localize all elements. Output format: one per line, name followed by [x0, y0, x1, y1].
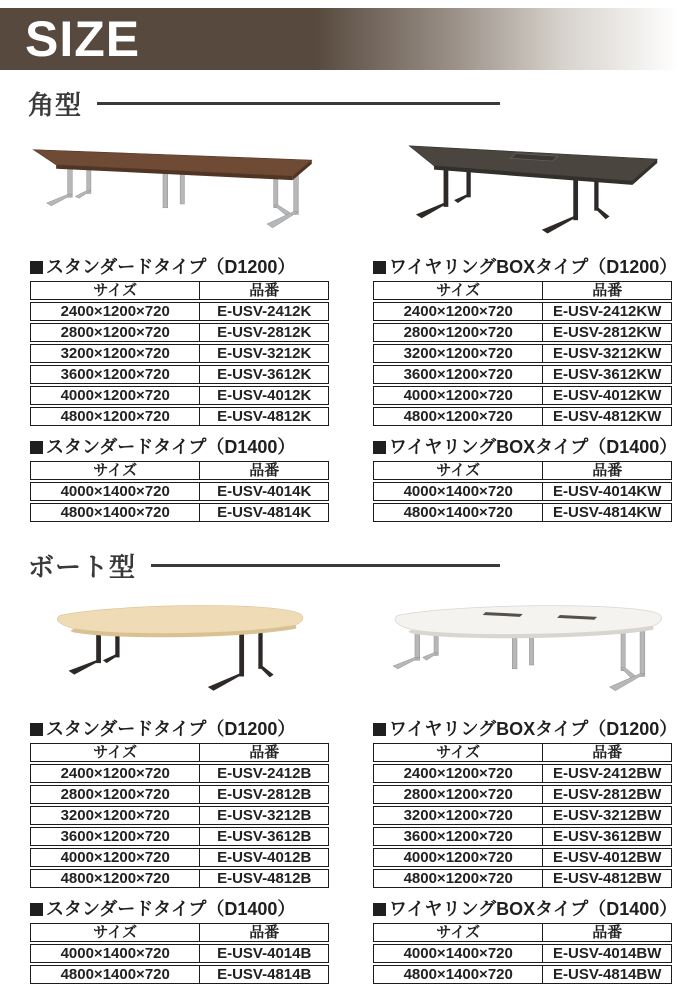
size-cell: 4800×1400×720 [373, 965, 543, 984]
size-code-table [373, 741, 672, 890]
code-cell: E-USV-2412BW [543, 764, 672, 783]
size-code-table [30, 741, 329, 890]
size-cell: 4800×1400×720 [30, 503, 200, 522]
col-header-code: 品番 [543, 461, 672, 480]
boat-images-row [0, 580, 700, 710]
size-cell: 2800×1200×720 [373, 785, 543, 804]
spec-row [30, 503, 329, 522]
square-bullet-icon [373, 441, 386, 454]
size-code-table [30, 921, 329, 986]
spec-row [30, 302, 329, 321]
spec-row [373, 344, 672, 363]
spec-row [373, 827, 672, 846]
spec-table-title [373, 718, 678, 740]
size-code-table [373, 459, 672, 524]
table-header-row [373, 923, 672, 942]
spec-row [30, 848, 329, 867]
spec-table-kaku-standard-d1200 [30, 256, 329, 428]
spec-row [373, 965, 672, 984]
col-header-code: 品番 [200, 281, 329, 300]
spec-table-kaku-wiring-d1400 [373, 436, 678, 524]
code-cell: E-USV-3212K [200, 344, 329, 363]
size-cell: 2800×1200×720 [30, 785, 200, 804]
spec-table-boat-standard-d1200 [30, 718, 329, 890]
spec-row [373, 806, 672, 825]
spec-row [30, 764, 329, 783]
col-header-size: サイズ [373, 743, 543, 762]
code-cell: E-USV-4812B [200, 869, 329, 888]
boat-tables-grid [0, 710, 700, 986]
code-cell: E-USV-4014KW [543, 482, 672, 501]
section-heading-boat [28, 550, 672, 580]
col-header-code: 品番 [543, 923, 672, 942]
spec-table-title-text: ワイヤリングBOXタイプ（D1400） [389, 899, 678, 919]
spec-row [373, 482, 672, 501]
spec-row [373, 323, 672, 342]
col-header-code: 品番 [543, 743, 672, 762]
code-cell: E-USV-2812KW [543, 323, 672, 342]
code-cell: E-USV-4814K [200, 503, 329, 522]
code-cell: E-USV-3612KW [543, 365, 672, 384]
code-cell: E-USV-4812K [200, 407, 329, 426]
size-cell: 2800×1200×720 [373, 323, 543, 342]
size-cell: 3600×1200×720 [30, 827, 200, 846]
spec-table-title-text: スタンダードタイプ（D1200） [46, 257, 296, 277]
spec-row [373, 302, 672, 321]
col-header-code: 品番 [200, 743, 329, 762]
code-cell: E-USV-3612BW [543, 827, 672, 846]
code-cell: E-USV-4012KW [543, 386, 672, 405]
spec-row [373, 503, 672, 522]
table-header-row [373, 281, 672, 300]
code-cell: E-USV-4814BW [543, 965, 672, 984]
size-code-table [30, 459, 329, 524]
table-header-row [30, 923, 329, 942]
spec-row [373, 386, 672, 405]
size-cell: 4000×1400×720 [373, 944, 543, 963]
size-code-table [373, 279, 672, 428]
table-header-row [30, 743, 329, 762]
col-header-size: サイズ [30, 281, 200, 300]
square-bullet-icon [30, 903, 43, 916]
spec-table-title [373, 256, 678, 278]
size-cell: 2400×1200×720 [373, 302, 543, 321]
code-cell: E-USV-4012K [200, 386, 329, 405]
size-cell: 4000×1400×720 [373, 482, 543, 501]
spec-table-kaku-wiring-d1200 [373, 256, 678, 428]
code-cell: E-USV-2812BW [543, 785, 672, 804]
spec-row [30, 386, 329, 405]
section-heading-text: ボート型 [28, 551, 137, 582]
size-cell: 3200×1200×720 [373, 806, 543, 825]
code-cell: E-USV-3212BW [543, 806, 672, 825]
spec-table-boat-wiring-d1200 [373, 718, 678, 890]
heading-rule [151, 564, 500, 567]
spec-table-title [373, 436, 678, 458]
col-header-code: 品番 [543, 281, 672, 300]
kaku-images-row [0, 118, 700, 248]
col-header-code: 品番 [200, 461, 329, 480]
size-cell: 4000×1200×720 [30, 386, 200, 405]
size-cell: 4000×1200×720 [30, 848, 200, 867]
size-cell: 2400×1200×720 [373, 764, 543, 783]
code-cell: E-USV-4812KW [543, 407, 672, 426]
spec-row [373, 785, 672, 804]
spec-row [373, 407, 672, 426]
square-bullet-icon [30, 261, 43, 274]
size-cell: 2800×1200×720 [30, 323, 200, 342]
section-heading-text: 角型 [28, 89, 83, 120]
spec-table-title-text: ワイヤリングBOXタイプ（D1200） [389, 719, 678, 739]
spec-row [373, 365, 672, 384]
spec-row [373, 944, 672, 963]
code-cell: E-USV-3612B [200, 827, 329, 846]
square-bullet-icon [373, 261, 386, 274]
kaku-tables-grid [0, 248, 700, 524]
table-header-row [30, 281, 329, 300]
size-cell: 4800×1200×720 [373, 407, 543, 426]
size-code-table [373, 921, 672, 986]
size-cell: 4800×1200×720 [30, 407, 200, 426]
col-header-size: サイズ [30, 461, 200, 480]
spec-row [30, 482, 329, 501]
size-cell: 4000×1400×720 [30, 944, 200, 963]
code-cell: E-USV-4812BW [543, 869, 672, 888]
spec-table-title [30, 256, 329, 278]
spec-table-title-text: ワイヤリングBOXタイプ（D1400） [389, 437, 678, 457]
spec-table-title-text: スタンダードタイプ（D1400） [46, 437, 296, 457]
code-cell: E-USV-4814KW [543, 503, 672, 522]
size-cell: 4800×1400×720 [30, 965, 200, 984]
square-bullet-icon [30, 441, 43, 454]
spec-row [30, 344, 329, 363]
code-cell: E-USV-2812B [200, 785, 329, 804]
code-cell: E-USV-2412B [200, 764, 329, 783]
spec-table-title-text: スタンダードタイプ（D1200） [46, 719, 296, 739]
code-cell: E-USV-3612K [200, 365, 329, 384]
code-cell: E-USV-4014BW [543, 944, 672, 963]
spec-row [30, 323, 329, 342]
spec-table-boat-standard-d1400 [30, 898, 329, 986]
size-cell: 4000×1200×720 [373, 848, 543, 867]
code-cell: E-USV-3212B [200, 806, 329, 825]
spec-table-kaku-standard-d1400 [30, 436, 329, 524]
spec-row [373, 848, 672, 867]
size-cell: 4800×1200×720 [373, 869, 543, 888]
size-cell: 3200×1200×720 [30, 806, 200, 825]
code-cell: E-USV-2412KW [543, 302, 672, 321]
table-header-row [373, 461, 672, 480]
size-cell: 4000×1200×720 [373, 386, 543, 405]
spec-row [30, 965, 329, 984]
code-cell: E-USV-2812K [200, 323, 329, 342]
section-heading-kaku [28, 88, 672, 118]
square-bullet-icon [30, 723, 43, 736]
heading-rule [97, 102, 500, 105]
col-header-size: サイズ [373, 281, 543, 300]
square-bullet-icon [373, 723, 386, 736]
col-header-size: サイズ [373, 923, 543, 942]
size-code-table [30, 279, 329, 428]
size-cell: 4800×1400×720 [373, 503, 543, 522]
product-image-rect-standard-table [15, 121, 330, 245]
code-cell: E-USV-4012BW [543, 848, 672, 867]
spec-table-title [30, 898, 329, 920]
spec-table-title [30, 436, 329, 458]
spec-table-title-text: スタンダードタイプ（D1400） [46, 899, 296, 919]
page-title: SIZE [25, 11, 141, 67]
size-cell: 2400×1200×720 [30, 302, 200, 321]
code-cell: E-USV-4012B [200, 848, 329, 867]
table-top [33, 150, 312, 181]
col-header-code: 品番 [200, 923, 329, 942]
code-cell: E-USV-2412K [200, 302, 329, 321]
spec-table-title [30, 718, 329, 740]
size-cell: 3600×1200×720 [30, 365, 200, 384]
size-cell: 3600×1200×720 [373, 827, 543, 846]
size-cell: 3200×1200×720 [30, 344, 200, 363]
size-cell: 3200×1200×720 [373, 344, 543, 363]
size-cell: 3600×1200×720 [373, 365, 543, 384]
size-cell: 2400×1200×720 [30, 764, 200, 783]
spec-row [30, 944, 329, 963]
spec-row [30, 869, 329, 888]
col-header-size: サイズ [30, 743, 200, 762]
spec-row [373, 764, 672, 783]
size-cell: 4800×1200×720 [30, 869, 200, 888]
spec-row [30, 806, 329, 825]
spec-row [30, 407, 329, 426]
product-image-rect-wiring-box-table [370, 121, 685, 245]
col-header-size: サイズ [373, 461, 543, 480]
product-image-boat-wiring-box-table [370, 583, 685, 707]
spec-row [30, 827, 329, 846]
spec-table-boat-wiring-d1400 [373, 898, 678, 986]
spec-row [30, 365, 329, 384]
code-cell: E-USV-3212KW [543, 344, 672, 363]
spec-table-title-text: ワイヤリングBOXタイプ（D1200） [389, 257, 678, 277]
table-header-row [373, 743, 672, 762]
table-top [395, 606, 661, 639]
code-cell: E-USV-4014K [200, 482, 329, 501]
header-bar [0, 8, 700, 70]
spec-row [373, 869, 672, 888]
size-cell: 4000×1400×720 [30, 482, 200, 501]
code-cell: E-USV-4014B [200, 944, 329, 963]
spec-row [30, 785, 329, 804]
table-top [57, 605, 303, 637]
col-header-size: サイズ [30, 923, 200, 942]
square-bullet-icon [373, 903, 386, 916]
table-header-row [30, 461, 329, 480]
product-image-boat-standard-table [15, 583, 330, 707]
spec-table-title [373, 898, 678, 920]
code-cell: E-USV-4814B [200, 965, 329, 984]
